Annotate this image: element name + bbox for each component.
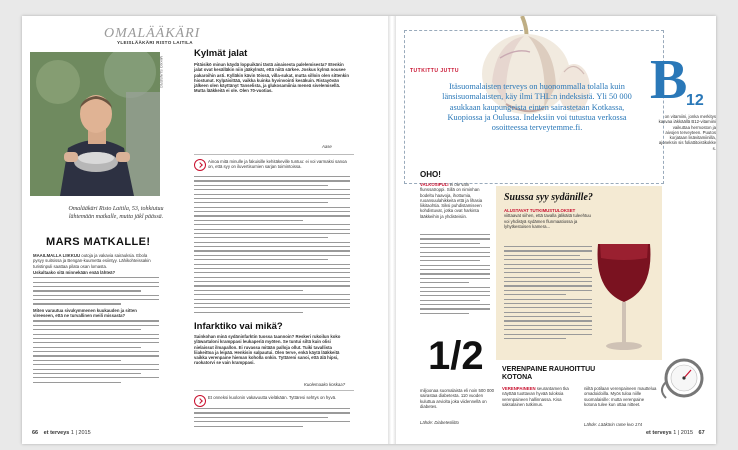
left-footer-issue: 1 | 2015: [70, 430, 91, 436]
right-page-number: 67: [698, 430, 705, 436]
infarktiko-answer-lead: Et onneksi kuolonin vakavuutta vieläkään. Tyttäresi sehtys on hyvä.: [208, 395, 337, 400]
column-title: OMALÄÄKÄRI: [104, 26, 201, 41]
sunnassa-title: Suussa syy sydänille?: [504, 192, 593, 203]
right-footer-issue: 1 | 2015: [673, 430, 693, 436]
wine-glass-illustration: [584, 240, 662, 360]
oho-body-lines: [420, 234, 490, 317]
kylmat-signature: Aase: [322, 144, 332, 149]
infarktiko-title: Infarktiko vai mikä?: [194, 321, 283, 332]
tutkittu-kicker: [410, 68, 459, 74]
stat-text: Itäsuomalaisten terveys on huonommalla tolalla kuin länsisuomalaisten, käy ilmi THL:n indeksistä. Yli 50 000 asukkaan kaupungeista einten sairastetaan Kotkassa, Kuopiossa ja Oulussa. Indeksiin voi tutustua verkossa osoitteessa terveytemme.fi.: [442, 82, 632, 133]
sunnassa-article: [504, 208, 592, 229]
photo-credit: MIKKO SUNBERG: [159, 56, 163, 89]
verenpaine-source: Lähde: Lääkärin rame kvo 174: [584, 422, 643, 427]
blood-pressure-gauge-illustration: [658, 356, 710, 400]
mars-body-lines-1: [33, 277, 159, 304]
portrait-photo: [30, 52, 160, 196]
mars-lead: MAAILMALLA LIIKKUU: [33, 253, 81, 258]
kicker-text: TUTKITTU JUTTU: [410, 68, 459, 74]
sunnassa-text: viittaavat siihen, että tavalla jälikäitä tuleehtuu voi yhdistyä sydämen flunmaatiossa ja lyhytkestoisen kamera...: [504, 213, 591, 229]
mars-title: MARS MATKALLE!: [46, 236, 151, 248]
kylmat-title: Kylmät jalat: [194, 48, 248, 59]
column-subtitle: YLEISLÄÄKÄRI RISTO LAITILA: [117, 40, 193, 45]
mars-lead-rest: outoja ja vakavia sairauksia. Ebola pysyy suitsissa ja Bengan-kuumetta esiintyy. Lähikohteissakin turistinpuli saattaa pilata osan lomasta.: [33, 253, 151, 269]
verenpaine-text: seurantamen tka näyttää tuottavan hyvää tuloksia verenpaineen hallinnassa. Kisa saksalainen tutkimus.: [502, 386, 569, 407]
doctor-portrait-illustration: [30, 52, 160, 196]
right-footer: [646, 430, 705, 436]
kylmat-question: Pitäisikö minun käydä loppuikäni tästä ainaisesta palelemisesta? Etenkin jalat ovat kesälläkin niin jääkylmät, että niitä särkee. Joskus kylmä nousee pakaroihin asti. Kylläkin kävin töissä, villa-sukat, mutta silloin olen sittenkin hiostunut. Kylpäisittää, vaikka kuinka hyvinvointi kesäkuin. Ristayövän jälkeen olen käyttänyt Tanselista, ja glukosamiinia meneä sivelemisellä. Mutta lääkkeitä ei ole. Olen 70-vuotias.: [194, 62, 349, 94]
arrow-circle-icon: [194, 158, 206, 176]
mars-question-1: Uskaltaako sitä minnekään enää lähteä?: [33, 269, 116, 275]
kylmat-divider: [194, 154, 354, 155]
half-text: miljoonaa suomalaista eli noin 500 000 sairastaa diabetesta. 110 vuoden kuluttua arviolta joka viidennellä on diabetes.: [420, 388, 495, 409]
left-page: [22, 16, 388, 444]
portrait-caption: Omalääkäri Risto Laitila, 53, tohkiutuu lähtemään matkalle, mutta jäkl päässä.: [68, 206, 164, 220]
b12-letter: [650, 49, 688, 111]
kylmat-answer-lead: Ainoa mitä minulle ja fakuisille kehitäkeville tuntuu: ei voi varmaksi sanoa on, että syy on iluvertisurnien sarjan toimintoissa.: [208, 159, 347, 170]
oho-title: OHO!: [420, 170, 441, 179]
half-source: Lähde: Diabetesliitto: [420, 420, 459, 425]
oho-text: ei ole vain flunssatroppi. Sillä on niminhan bodeltu haavoja, ihottumia, ruoansuulahikkeita että ja lihasia liikitaohtia. Siksi puhdistamiseen kohdistuvat, jotka ovat harkinta lääkkeihin ja yhdisteisiin.: [420, 182, 483, 219]
sunnassa-lead: ALUSTAVAT TUTKIMUSTULOKSET: [504, 208, 576, 213]
b12-subscript: 12: [686, 92, 704, 109]
right-footer-magazine: et terveys: [646, 430, 672, 436]
right-page: [396, 16, 716, 444]
b12-text: on vitamiini, jonka merkitys kasvaa iäkkäällä B12-vitamiini vaikuttaa hermoston ja aivojen terveyteen. Puutos korjataan lisävitamiinilla, ajoneksin sis foliattitoistikokke s.: [658, 114, 716, 151]
spread-gutter: [388, 16, 396, 444]
infarktiko-divider: [194, 390, 354, 391]
oho-lead: VALKOSIPULI: [420, 182, 449, 187]
mars-body-lines-2: [33, 320, 159, 382]
verenpaine-col2: niiltä potilaan verenpaineen mauttelua omadoidoilla. Myös tuloa niille suomalaisille: mutta verenpaine kotona tulee kun ottaa nitteet.: [584, 386, 657, 407]
half-number: 1/2: [428, 334, 484, 378]
sunnassa-body-lines: [504, 246, 592, 342]
kylmat-answer-lines: [194, 176, 350, 316]
mars-article: [33, 253, 159, 386]
infarktiko-question: Sainkohan minä sydäninfarktin tuossa taannoin? Reskeri rukoilun koko yläwartaloni kramppasi leukaperiä myöten. Se tuntui siltä kuin olisi nielaissut ilmapallon. Ei ruvassa mitään palloja ollut. Tuiki tavallista liiakeittoa ja leipää. Henkisin salpautui. Olen terve, enkä käytä lääkkeitä vaikka verenpaine hieman koholla onkin. Tyttäreni sanoi, että älä hipsi, ruokatorvi se vain kramppasi.: [194, 334, 341, 366]
verenpaine-col1: [502, 386, 576, 407]
infarktiko-signature: Kuolemaako koskaa?: [304, 382, 346, 387]
left-footer-magazine: et terveys: [43, 430, 70, 436]
oho-article: [420, 182, 490, 219]
mars-question-2: Miten varautua sivukymmenen kuukauden ja sitten vireeseen, että ne turvallinen meili missasta?: [33, 307, 137, 319]
b12-letter-text: B: [650, 49, 688, 111]
left-footer: [32, 430, 91, 436]
magazine-spread: [22, 16, 716, 444]
verenpaine-title: VERENPAINE RAUHOITTUU KOTONA: [502, 366, 596, 381]
left-page-number: 66: [32, 430, 39, 436]
verenpaine-lead: VERENPAINEEN: [502, 386, 536, 391]
infarktiko-answer-lines: [194, 408, 350, 430]
